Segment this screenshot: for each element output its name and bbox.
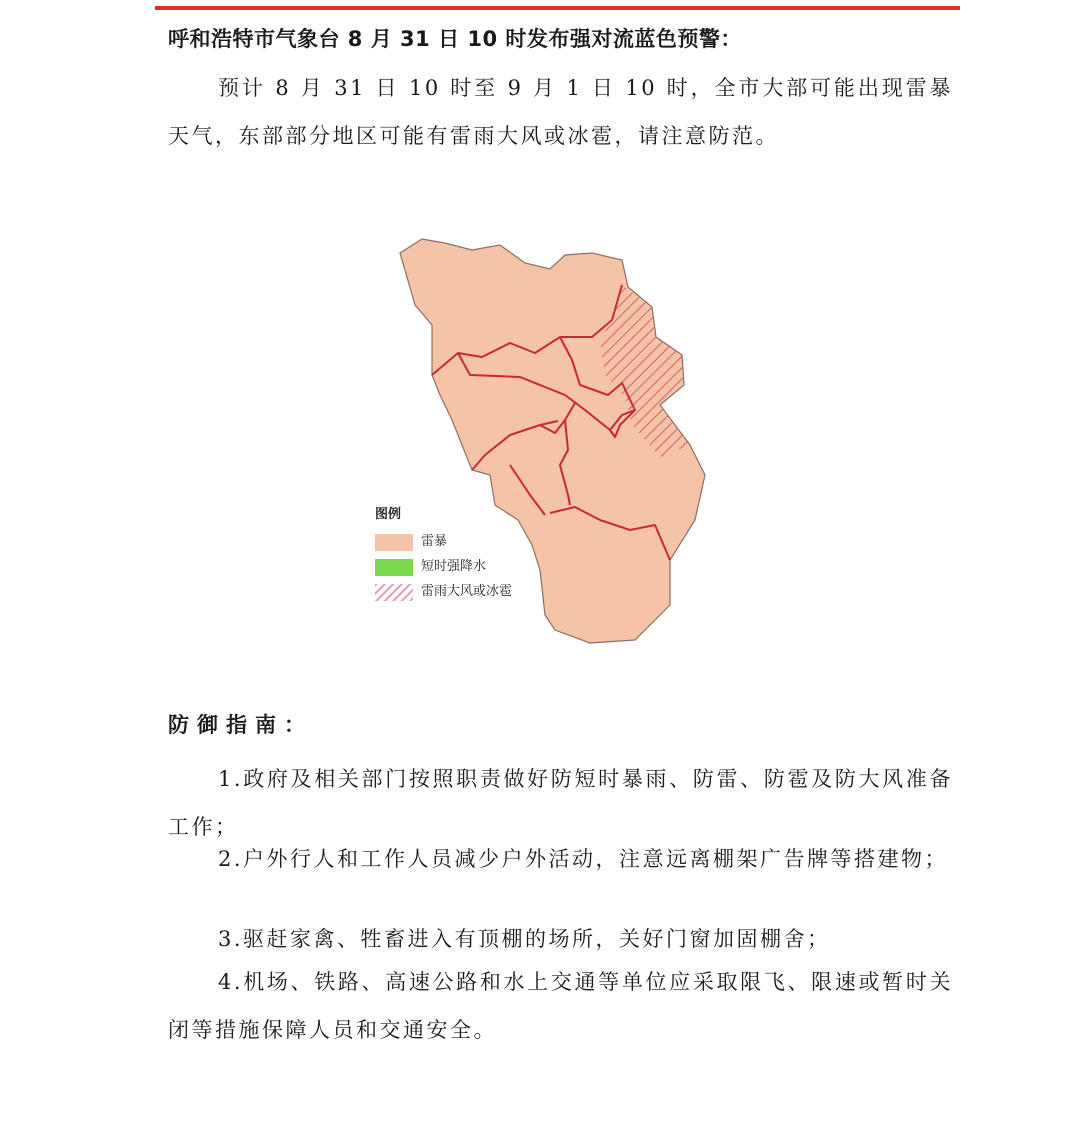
guide-item-2: 2.户外行人和工作人员减少户外活动，注意远离棚架广告牌等搭建物； — [218, 847, 949, 871]
defense-guide-heading: 防御指南： — [168, 713, 313, 737]
legend-label-gale-hail: 雷雨大风或冰雹 — [421, 584, 513, 599]
warning-title: 呼和浩特市气象台 8 月 31 日 10 时发布强对流蓝色预警： — [168, 27, 742, 51]
forecast-paragraph: 预计 8 月 31 日 10 时至 9 月 1 日 10 时，全市大部可能出现雷暴天气，东部部分地区可能有雷雨大风或冰雹，请注意防范。 — [168, 76, 953, 148]
legend-item-gale-hail — [375, 581, 512, 603]
guide-item-1: 1.政府及相关部门按照职责做好防短时暴雨、防雷、防雹及防大风准备工作； — [168, 767, 953, 839]
legend-label-thunderstorm: 雷暴 — [421, 534, 448, 549]
legend-swatch-gale-hail — [375, 584, 413, 601]
legend-swatch-heavy-rain — [375, 559, 413, 576]
legend-swatch-thunderstorm — [375, 534, 413, 551]
legend-item-thunderstorm — [375, 531, 512, 553]
header-red-rule — [155, 6, 960, 10]
legend-label-heavy-rain: 短时强降水 — [421, 559, 487, 574]
legend-title: 图例 — [375, 507, 402, 522]
legend-item-heavy-rain — [375, 556, 512, 578]
map-legend — [375, 505, 512, 606]
guide-item-3: 3.驱赶家禽、牲畜进入有顶棚的场所，关好门窗加固棚舍； — [218, 927, 831, 951]
guide-item-4: 4.机场、铁路、高速公路和水上交通等单位应采取限飞、限速或暂时关闭等措施保障人员和交通安全。 — [168, 970, 953, 1042]
